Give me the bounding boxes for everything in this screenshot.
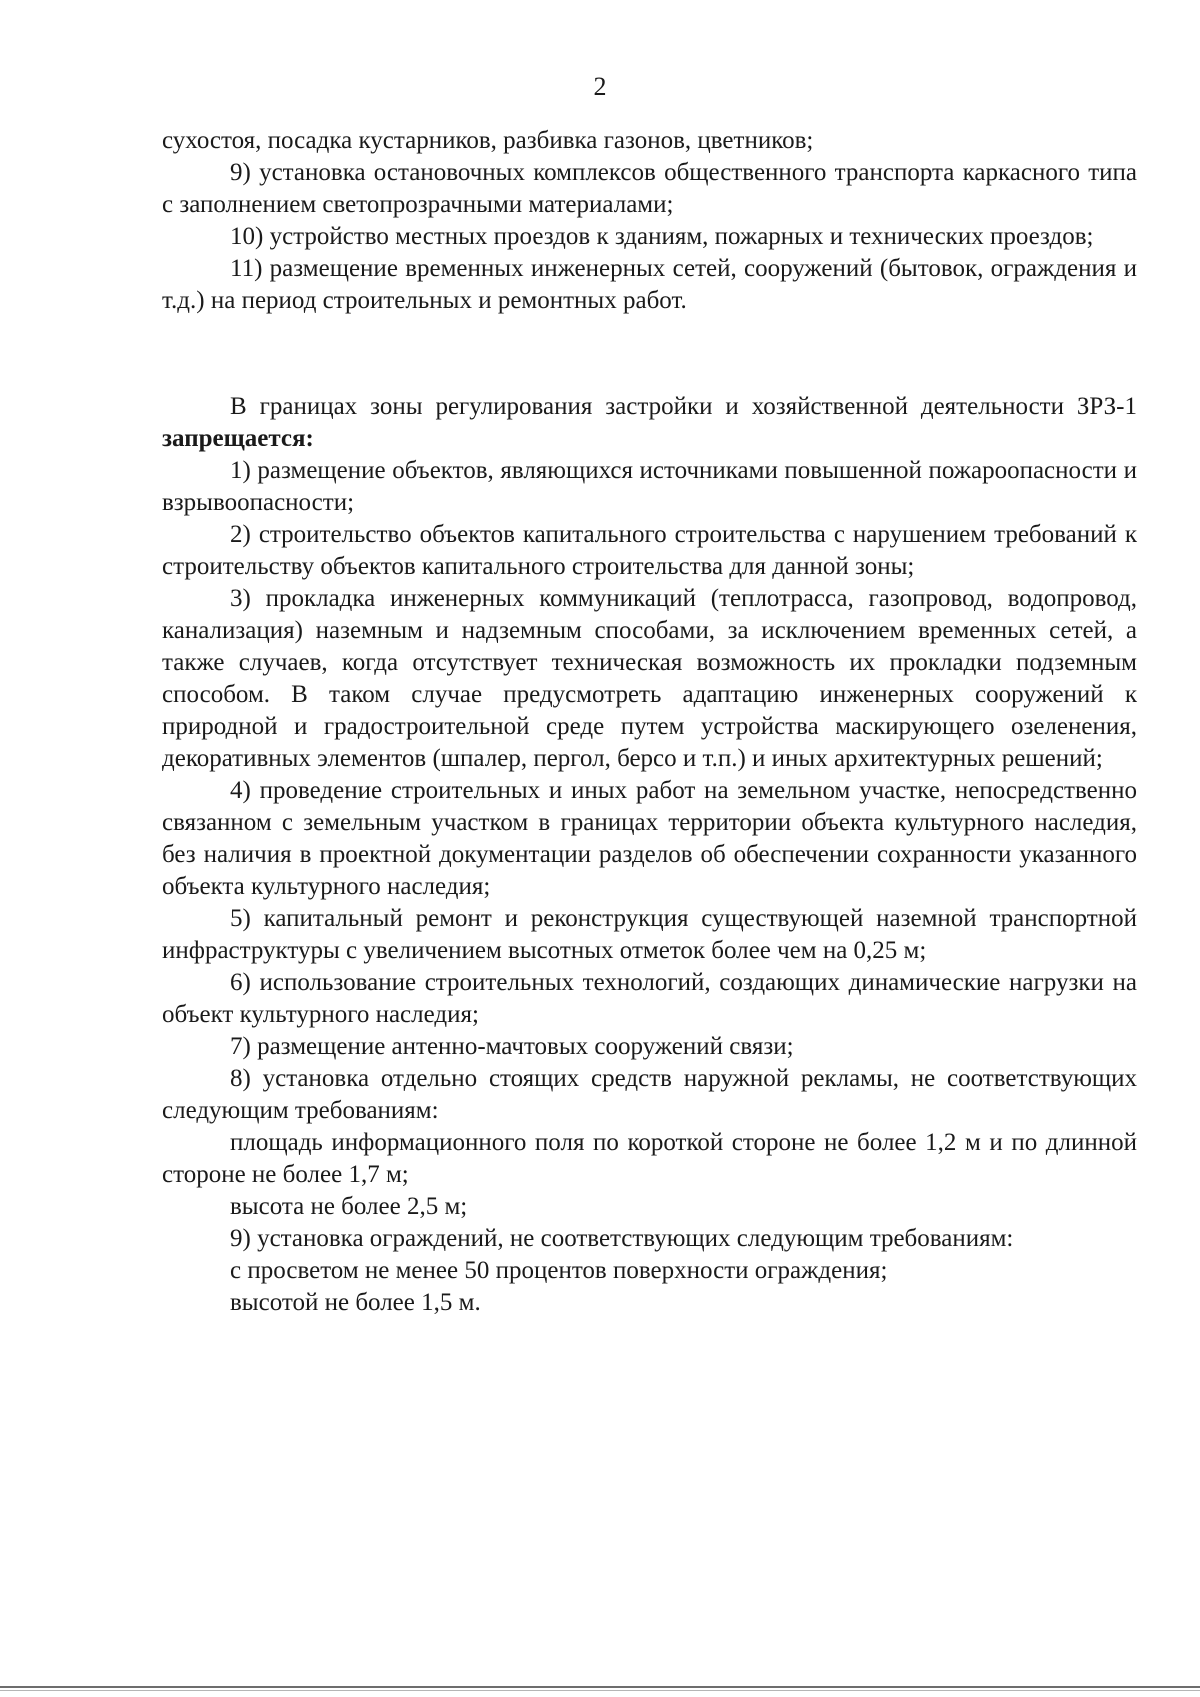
text-block-prohibitions	[162, 391, 1137, 1319]
section-intro	[162, 391, 1137, 455]
list-item: 9) установка ограждений, не соответствующих следующим требованиям:	[230, 1225, 1014, 1252]
list-item: 10) устройство местных проездов к зданиям, пожарных и технических проездов;	[230, 223, 1094, 250]
list-item: 5) капитальный ремонт и реконструкция существующей наземной транспортной инфраструктуры с увеличением высотных отметок более чем на 0,25 м;	[162, 905, 1137, 964]
list-item: 2) строительство объектов капитального строительства с нарушением требований к строительству объектов капитального строительства для данной зоны;	[162, 521, 1137, 580]
scan-edge-line	[0, 1686, 1200, 1688]
list-item: 3) прокладка инженерных коммуникаций (теплотрасса, газопровод, водопровод, канализация) наземным и надземным способами, за исключением временных сетей, а также случаев, когда отсутствует техническая возможность их прокладки подземным способом. В таком случае предусмотреть адаптацию инженерных сооружений к природной и градостроительной среде путем устройства маскирующего озеленения, декоративных элементов (шпалер, пергол, берсо и т.п.) и иных архитектурных решений;	[162, 585, 1137, 772]
section-intro-bold: запрещается:	[162, 425, 314, 452]
list-item: 6) использование строительных технологий, создающих динамические нагрузки на объект культурного наследия;	[162, 969, 1137, 1028]
scan-edge-line-shadow	[0, 1690, 1200, 1691]
list-subitem: высота не более 2,5 м;	[230, 1193, 468, 1220]
section-intro-text: В границах зоны регулирования застройки и хозяйственной деятельности ЗРЗ-1	[230, 393, 1137, 420]
list-item: 1) размещение объектов, являющихся источниками повышенной пожароопасности и взрывоопасности;	[162, 457, 1137, 516]
list-subitem: высотой не более 1,5 м.	[230, 1289, 481, 1316]
list-item: 9) установка остановочных комплексов общественного транспорта каркасного типа с заполнением светопрозрачными материалами;	[162, 159, 1137, 218]
text-block-continuation	[162, 125, 1137, 317]
page-number: 2	[593, 72, 607, 101]
list-item: 4) проведение строительных и иных работ на земельном участке, непосредственно связанном с земельным участком в границах территории объекта культурного наследия, без наличия в проектной документации разделов об обеспечении сохранности указанного объекта культурного наследия;	[162, 777, 1137, 900]
list-subitem: с просветом не менее 50 процентов поверхности ограждения;	[230, 1257, 888, 1284]
list-item: 8) установка отдельно стоящих средств наружной рекламы, не соответствующих следующим требованиям:	[162, 1065, 1137, 1124]
list-item: 11) размещение временных инженерных сетей, сооружений (бытовок, ограждения и т.д.) на период строительных и ремонтных работ.	[162, 255, 1137, 314]
list-subitem: площадь информационного поля по короткой стороне не более 1,2 м и по длинной стороне не более 1,7 м;	[162, 1129, 1137, 1188]
paragraph: сухостоя, посадка кустарников, разбивка газонов, цветников;	[162, 127, 814, 154]
list-item: 7) размещение антенно-мачтовых сооружений связи;	[230, 1033, 794, 1060]
